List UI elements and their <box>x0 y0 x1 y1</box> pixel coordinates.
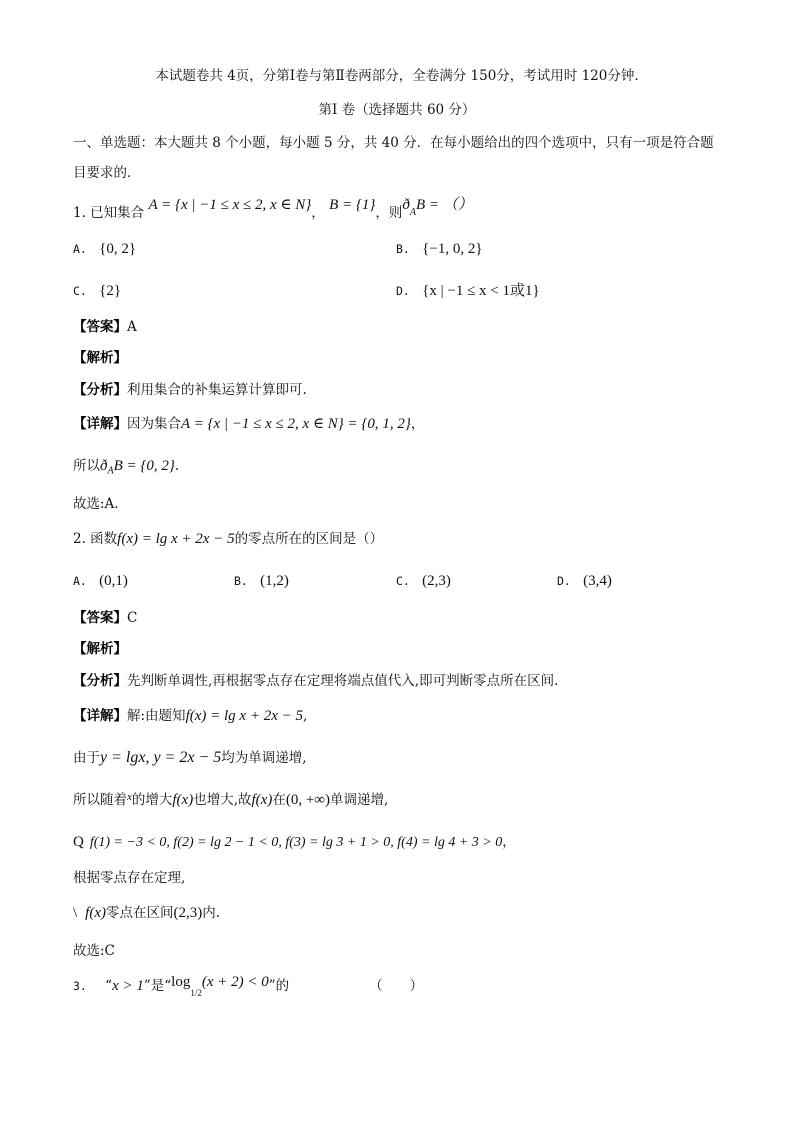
detail-suffix: , <box>302 708 308 724</box>
option-value: {2} <box>99 283 122 299</box>
fenxi-tag: 【分析】 <box>73 673 127 689</box>
choose-line: 故选:A. <box>73 496 119 512</box>
answer-line <box>73 317 137 337</box>
question-number: 1. 已知集合 <box>73 205 145 221</box>
log-base: 1/2 <box>190 988 202 998</box>
monotonic-line <box>73 748 307 768</box>
question-tail: ”的 <box>268 978 290 994</box>
question-tail: B = （） <box>415 197 473 213</box>
analysis-label: 【解析】 <box>73 350 127 366</box>
option-a <box>73 571 128 591</box>
fenxi-tag: 【分析】 <box>73 382 127 398</box>
line-a-suffix: 均为单调递增, <box>221 750 307 766</box>
option-d <box>396 281 540 301</box>
analysis-tag <box>73 639 127 659</box>
option-label: A. <box>73 242 87 256</box>
theorem-line: 根据零点存在定理, <box>73 870 186 886</box>
therefore-symbol: \ <box>73 905 78 921</box>
option-label: B. <box>396 242 410 256</box>
question-ask: 的零点所在的区间是（） <box>234 531 384 547</box>
interval: (0, +∞) <box>285 792 330 808</box>
detail-prefix: 解:由题知 <box>127 708 186 724</box>
detail-math: f(x) = lg x + 2x − 5 <box>185 708 303 724</box>
option-label: A. <box>73 574 87 588</box>
answer-tag: 【答案】 <box>73 610 127 626</box>
endpoint-values: f(1) = −3 < 0, f(2) = lg 2 − 1 < 0, f(3) = lg 3 + 1 > 0, f(4) = lg 4 + 3 > 0 <box>89 835 503 850</box>
option-label: B. <box>234 574 248 588</box>
text-part: 在 <box>272 792 286 808</box>
question-1-stem <box>73 197 473 229</box>
xiangjie-tag: 【详解】 <box>73 708 127 724</box>
option-a <box>73 239 136 259</box>
zero-interval-line <box>73 903 220 923</box>
option-label: C. <box>73 284 87 298</box>
complement-subscript: A <box>409 206 416 218</box>
set-a-definition: A = {x | −1 ≤ x ≤ 2, x ∈ N} <box>148 197 312 213</box>
option-value: (0,1) <box>99 573 128 589</box>
text-part: 也增大,故 <box>193 792 252 808</box>
complement-symbol: ð <box>100 458 108 474</box>
analysis-tag <box>73 348 127 368</box>
separator: ， <box>311 205 325 221</box>
option-b <box>234 571 289 591</box>
question-number: 2. 函数 <box>73 531 118 547</box>
text-part: 内. <box>202 905 221 921</box>
analysis-line <box>73 380 307 400</box>
answer-value: C <box>127 610 138 626</box>
option-label: C. <box>396 574 410 588</box>
question-number: 3. <box>73 979 87 993</box>
analysis-line <box>73 671 558 691</box>
section-heading: 一、单选题：本大题共 8 个小题，每小题 5 分，共 40 分．在每小题给出的四个选项中，只有一项是符合题 <box>73 135 714 151</box>
detail-line <box>73 414 424 434</box>
therefore-symbol: Q <box>73 834 84 850</box>
option-value: {x | −1 ≤ x < 1或1} <box>422 283 540 299</box>
detail-math: A = {x | −1 ≤ x ≤ 2, x ∈ N} = {0, 1, 2} <box>181 416 411 432</box>
quote-close: ”是“ <box>143 978 172 994</box>
conclusion-line <box>73 456 179 482</box>
text-part: ， <box>502 834 516 850</box>
text-part: 零点在区间 <box>106 905 174 921</box>
choose-line: 故选:C <box>73 943 115 959</box>
detail-line <box>73 706 307 726</box>
option-c <box>73 281 121 301</box>
quote-open: “ <box>105 978 113 994</box>
variable-x: x <box>127 791 132 803</box>
function-definition: f(x) = lg x + 2x − 5 <box>117 531 235 547</box>
fenxi-text: 先判断单调性,再根据零点存在定理将端点值代入,即可判断零点所在区间. <box>127 673 559 689</box>
option-value: (2,3) <box>422 573 451 589</box>
line-a-prefix: 由于 <box>73 750 100 766</box>
question-3-stem <box>73 976 423 997</box>
answer-tag: 【答案】 <box>73 319 127 335</box>
option-label: D. <box>396 284 410 298</box>
complement-symbol: ð <box>402 197 410 213</box>
so-math: B = {0, 2} <box>113 458 175 474</box>
function-fx: f(x) <box>85 905 106 921</box>
values-line <box>73 832 516 853</box>
function-fx: f(x) <box>172 792 194 808</box>
answer-line <box>73 608 137 628</box>
set-b-definition: B = {1} <box>329 197 376 213</box>
option-label: D. <box>557 574 571 588</box>
xiangjie-tag: 【详解】 <box>73 416 127 432</box>
line-a-math: y = lgx, y = 2x − 5 <box>100 749 222 766</box>
so-suffix: . <box>174 458 180 474</box>
option-b <box>396 239 483 259</box>
increasing-line <box>73 790 388 811</box>
option-value: (3,4) <box>583 573 612 589</box>
detail-prefix: 因为集合 <box>127 416 181 432</box>
answer-parentheses: （ ） <box>369 978 424 994</box>
question-ask: ，则 <box>375 205 403 221</box>
condition-1: x > 1 <box>112 978 144 994</box>
option-value: {−1, 0, 2} <box>422 241 483 257</box>
complement-subscript: A <box>107 465 114 477</box>
condition-2: (x + 2) < 0 <box>201 974 269 990</box>
log-symbol: log <box>171 974 191 990</box>
detail-suffix: ， <box>410 416 425 432</box>
function-fx: f(x) <box>251 792 273 808</box>
exam-info: 本试题卷共 4页，分第Ⅰ卷与第Ⅱ卷两部分，全卷满分 150分，考试用时 120分钟. <box>155 68 639 84</box>
section-heading-cont: 目要求的． <box>73 165 141 181</box>
option-value: {0, 2} <box>99 241 137 257</box>
option-d <box>557 571 612 591</box>
analysis-label: 【解析】 <box>73 641 127 657</box>
text-part: 的增大 <box>131 792 173 808</box>
answer-value: A <box>127 319 137 335</box>
question-2-stem <box>73 529 383 549</box>
option-value: (1,2) <box>260 573 289 589</box>
option-c <box>396 571 451 591</box>
fenxi-text: 利用集合的补集运算计算即可. <box>127 382 307 398</box>
interval: (2,3) <box>173 905 203 921</box>
text-part: 单调递增, <box>330 792 389 808</box>
so-prefix: 所以 <box>73 458 100 474</box>
text-part: 所以随着 <box>73 792 127 808</box>
volume-title: 第Ⅰ 卷（选择题共 60 分） <box>318 102 476 118</box>
